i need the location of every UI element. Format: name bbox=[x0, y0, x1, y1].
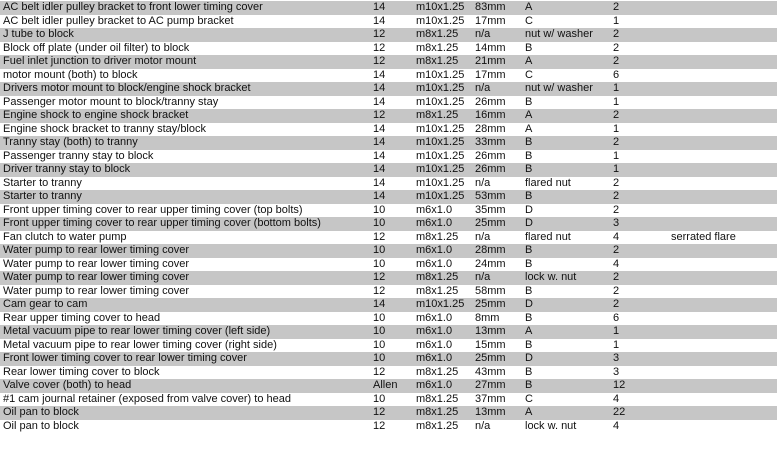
thread-spec-cell: m8x1.25 bbox=[416, 28, 459, 40]
thread-spec-cell: m8x1.25 bbox=[416, 392, 459, 405]
bolt-length-cell: 28mm bbox=[475, 122, 506, 135]
fastener-location-cell: Oil pan to block bbox=[3, 419, 79, 432]
fastener-location-cell: Metal vacuum pipe to rear lower timing cover (left side) bbox=[3, 325, 271, 337]
thread-spec-cell: m10x1.25 bbox=[416, 190, 465, 202]
wrench-size-cell: 12 bbox=[373, 41, 386, 54]
quantity-cell: 1 bbox=[613, 122, 620, 135]
fastener-location-cell: Front upper timing cover to rear upper timing cover (bottom bolts) bbox=[3, 217, 321, 229]
fastener-location-cell: Water pump to rear lower timing cover bbox=[3, 271, 190, 283]
bolt-length-cell: 14mm bbox=[475, 41, 506, 54]
table-row bbox=[0, 352, 777, 366]
thread-spec-cell: m6x1.0 bbox=[416, 311, 453, 324]
fastener-location-cell: Passenger tranny stay to block bbox=[3, 149, 154, 162]
fastener-location-cell: Starter to tranny bbox=[3, 190, 82, 202]
thread-spec-cell: m8x1.25 bbox=[416, 41, 459, 54]
quantity-cell: 2 bbox=[613, 176, 620, 189]
table-row bbox=[0, 15, 777, 29]
table-row bbox=[0, 217, 777, 231]
wrench-size-cell: 10 bbox=[373, 311, 386, 324]
bolt-length-cell: 58mm bbox=[475, 284, 506, 297]
quantity-cell: 4 bbox=[613, 257, 620, 270]
fastener-location-cell: Fan clutch to water pump bbox=[3, 230, 127, 243]
fastener-location-cell: Tranny stay (both) to tranny bbox=[3, 136, 138, 148]
thread-spec-cell: m10x1.25 bbox=[416, 163, 465, 175]
thread-spec-cell: m6x1.0 bbox=[416, 379, 453, 391]
table-row bbox=[0, 339, 777, 353]
table-row bbox=[0, 244, 777, 258]
quantity-cell: 2 bbox=[613, 136, 620, 148]
thread-spec-cell: m8x1.25 bbox=[416, 365, 459, 378]
fastener-type-cell: B bbox=[525, 365, 533, 378]
thread-spec-cell: m10x1.25 bbox=[416, 1, 465, 13]
bolt-length-cell: 13mm bbox=[475, 406, 506, 418]
thread-spec-cell: m8x1.25 bbox=[416, 230, 459, 243]
wrench-size-cell: 10 bbox=[373, 325, 386, 337]
bolt-length-cell: 17mm bbox=[475, 14, 506, 27]
fastener-location-cell: J tube to block bbox=[3, 28, 74, 40]
table-row bbox=[0, 163, 777, 177]
quantity-cell: 1 bbox=[613, 163, 620, 175]
bolt-length-cell: 24mm bbox=[475, 257, 506, 270]
fastener-type-cell: B bbox=[525, 190, 533, 202]
fastener-location-cell: Oil pan to block bbox=[3, 406, 79, 418]
fastener-location-cell: #1 cam journal retainer (exposed from valve cover) to head bbox=[3, 392, 291, 405]
table-row bbox=[0, 379, 777, 393]
bolt-length-cell: 28mm bbox=[475, 244, 506, 256]
bolt-length-cell: 21mm bbox=[475, 55, 506, 67]
quantity-cell: 2 bbox=[613, 41, 620, 54]
table-row bbox=[0, 150, 777, 164]
thread-spec-cell: m6x1.0 bbox=[416, 244, 453, 256]
fastener-location-cell: motor mount (both) to block bbox=[3, 68, 138, 81]
table-row bbox=[0, 420, 777, 434]
bolt-length-cell: 35mm bbox=[475, 203, 506, 216]
thread-spec-cell: m6x1.0 bbox=[416, 352, 453, 364]
wrench-size-cell: 10 bbox=[373, 203, 386, 216]
thread-spec-cell: m10x1.25 bbox=[416, 176, 465, 189]
thread-spec-cell: m8x1.25 bbox=[416, 109, 459, 121]
wrench-size-cell: 14 bbox=[373, 298, 386, 310]
wrench-size-cell: 12 bbox=[373, 365, 386, 378]
thread-spec-cell: m6x1.0 bbox=[416, 217, 453, 229]
table-row bbox=[0, 96, 777, 110]
quantity-cell: 2 bbox=[613, 55, 620, 67]
wrench-size-cell: 12 bbox=[373, 109, 386, 121]
bolt-length-cell: n/a bbox=[475, 271, 491, 283]
thread-spec-cell: m10x1.25 bbox=[416, 68, 465, 81]
wrench-size-cell: 14 bbox=[373, 190, 386, 202]
thread-spec-cell: m6x1.0 bbox=[416, 338, 453, 351]
thread-spec-cell: m6x1.0 bbox=[416, 257, 453, 270]
fastener-location-cell: Drivers motor mount to block/engine shock bracket bbox=[3, 82, 251, 94]
quantity-cell: 2 bbox=[613, 203, 620, 216]
quantity-cell: 1 bbox=[613, 95, 620, 108]
wrench-size-cell: 14 bbox=[373, 136, 386, 148]
table-row bbox=[0, 231, 777, 245]
fastener-type-cell: B bbox=[525, 136, 533, 148]
fastener-location-cell: Rear lower timing cover to block bbox=[3, 365, 160, 378]
thread-spec-cell: m10x1.25 bbox=[416, 149, 465, 162]
fastener-type-cell: nut w/ washer bbox=[525, 82, 593, 94]
fastener-type-cell: A bbox=[525, 122, 533, 135]
fastener-type-cell: A bbox=[525, 55, 533, 67]
table-row bbox=[0, 190, 777, 204]
fastener-location-cell: Front lower timing cover to rear lower timing cover bbox=[3, 352, 247, 364]
bolt-length-cell: 27mm bbox=[475, 379, 506, 391]
fastener-location-cell: Fuel inlet junction to driver motor mount bbox=[3, 55, 197, 67]
fastener-location-cell: Engine shock to engine shock bracket bbox=[3, 109, 189, 121]
table-row bbox=[0, 69, 777, 83]
quantity-cell: 2 bbox=[613, 244, 620, 256]
bolt-length-cell: n/a bbox=[475, 419, 491, 432]
wrench-size-cell: 14 bbox=[373, 149, 386, 162]
bolt-length-cell: 25mm bbox=[475, 352, 506, 364]
thread-spec-cell: m10x1.25 bbox=[416, 14, 465, 27]
wrench-size-cell: 12 bbox=[373, 271, 386, 283]
fastener-location-cell: Engine shock bracket to tranny stay/block bbox=[3, 122, 206, 135]
table-row bbox=[0, 109, 777, 123]
fastener-location-cell: Cam gear to cam bbox=[3, 298, 88, 310]
quantity-cell: 6 bbox=[613, 68, 620, 81]
bolt-length-cell: 25mm bbox=[475, 298, 506, 310]
fastener-type-cell: D bbox=[525, 203, 533, 216]
table-row bbox=[0, 177, 777, 191]
fastener-location-cell: Valve cover (both) to head bbox=[3, 379, 132, 391]
bolt-length-cell: 15mm bbox=[475, 338, 506, 351]
fastener-type-cell: B bbox=[525, 284, 533, 297]
quantity-cell: 1 bbox=[613, 14, 620, 27]
thread-spec-cell: m8x1.25 bbox=[416, 419, 459, 432]
thread-spec-cell: m8x1.25 bbox=[416, 406, 459, 418]
wrench-size-cell: 12 bbox=[373, 230, 386, 243]
quantity-cell: 12 bbox=[613, 379, 626, 391]
table-row bbox=[0, 204, 777, 218]
thread-spec-cell: m10x1.25 bbox=[416, 122, 465, 135]
thread-spec-cell: m6x1.0 bbox=[416, 203, 453, 216]
table-row bbox=[0, 312, 777, 326]
notes-cell: serrated flare bbox=[671, 230, 736, 243]
fastener-type-cell: B bbox=[525, 149, 533, 162]
quantity-cell: 3 bbox=[613, 352, 620, 364]
fastener-type-cell: nut w/ washer bbox=[525, 28, 593, 40]
bolt-length-cell: 16mm bbox=[475, 109, 506, 121]
wrench-size-cell: 10 bbox=[373, 217, 386, 229]
wrench-size-cell: 10 bbox=[373, 338, 386, 351]
thread-spec-cell: m6x1.0 bbox=[416, 325, 453, 337]
fastener-location-cell: Metal vacuum pipe to rear lower timing cover (right side) bbox=[3, 338, 277, 351]
fastener-location-cell: Water pump to rear lower timing cover bbox=[3, 284, 190, 297]
bolt-length-cell: 33mm bbox=[475, 136, 506, 148]
fastener-type-cell: A bbox=[525, 325, 533, 337]
fastener-type-cell: C bbox=[525, 68, 533, 81]
table-row bbox=[0, 271, 777, 285]
bolt-length-cell: n/a bbox=[475, 82, 491, 94]
quantity-cell: 22 bbox=[613, 406, 626, 418]
fastener-type-cell: D bbox=[525, 217, 533, 229]
thread-spec-cell: m10x1.25 bbox=[416, 95, 465, 108]
quantity-cell: 4 bbox=[613, 392, 620, 405]
fastener-type-cell: B bbox=[525, 163, 533, 175]
wrench-size-cell: 14 bbox=[373, 122, 386, 135]
fastener-location-cell: AC belt idler pulley bracket to front lower timing cover bbox=[3, 1, 263, 13]
quantity-cell: 1 bbox=[613, 149, 620, 162]
quantity-cell: 1 bbox=[613, 325, 620, 337]
fastener-type-cell: B bbox=[525, 338, 533, 351]
quantity-cell: 2 bbox=[613, 28, 620, 40]
wrench-size-cell: 12 bbox=[373, 406, 386, 418]
bolt-length-cell: 37mm bbox=[475, 392, 506, 405]
bolt-length-cell: 26mm bbox=[475, 149, 506, 162]
fastener-type-cell: C bbox=[525, 14, 533, 27]
fastener-location-cell: AC belt idler pulley bracket to AC pump bracket bbox=[3, 14, 234, 27]
fastener-type-cell: C bbox=[525, 392, 533, 405]
table-row bbox=[0, 28, 777, 42]
quantity-cell: 3 bbox=[613, 365, 620, 378]
wrench-size-cell: 12 bbox=[373, 284, 386, 297]
quantity-cell: 2 bbox=[613, 284, 620, 297]
bolt-length-cell: 26mm bbox=[475, 95, 506, 108]
table-row bbox=[0, 82, 777, 96]
table-row bbox=[0, 42, 777, 56]
table-row bbox=[0, 285, 777, 299]
quantity-cell: 6 bbox=[613, 311, 620, 324]
quantity-cell: 1 bbox=[613, 82, 620, 94]
fastener-type-cell: flared nut bbox=[525, 230, 571, 243]
fastener-type-cell: flared nut bbox=[525, 176, 571, 189]
quantity-cell: 1 bbox=[613, 338, 620, 351]
thread-spec-cell: m8x1.25 bbox=[416, 55, 459, 67]
bolt-length-cell: n/a bbox=[475, 176, 491, 189]
quantity-cell: 4 bbox=[613, 230, 620, 243]
fastener-type-cell: lock w. nut bbox=[525, 271, 577, 283]
thread-spec-cell: m10x1.25 bbox=[416, 82, 465, 94]
fastener-type-cell: B bbox=[525, 95, 533, 108]
fastener-location-cell: Rear upper timing cover to head bbox=[3, 311, 161, 324]
table-row bbox=[0, 55, 777, 69]
bolt-length-cell: 53mm bbox=[475, 190, 506, 202]
table-row bbox=[0, 325, 777, 339]
table-row bbox=[0, 298, 777, 312]
fastener-location-cell: Water pump to rear lower timing cover bbox=[3, 257, 190, 270]
wrench-size-cell: 14 bbox=[373, 163, 386, 175]
quantity-cell: 2 bbox=[613, 298, 620, 310]
wrench-size-cell: 14 bbox=[373, 68, 386, 81]
bolt-length-cell: 13mm bbox=[475, 325, 506, 337]
table-row bbox=[0, 366, 777, 380]
fastener-type-cell: A bbox=[525, 406, 533, 418]
fastener-type-cell: B bbox=[525, 244, 533, 256]
quantity-cell: 2 bbox=[613, 190, 620, 202]
wrench-size-cell: Allen bbox=[373, 379, 398, 391]
fastener-location-cell: Block off plate (under oil filter) to block bbox=[3, 41, 190, 54]
fastener-type-cell: D bbox=[525, 298, 533, 310]
table-row bbox=[0, 136, 777, 150]
wrench-size-cell: 14 bbox=[373, 82, 386, 94]
quantity-cell: 3 bbox=[613, 217, 620, 229]
wrench-size-cell: 12 bbox=[373, 55, 386, 67]
thread-spec-cell: m8x1.25 bbox=[416, 271, 459, 283]
thread-spec-cell: m10x1.25 bbox=[416, 298, 465, 310]
thread-spec-cell: m10x1.25 bbox=[416, 136, 465, 148]
fastener-location-cell: Starter to tranny bbox=[3, 176, 82, 189]
wrench-size-cell: 10 bbox=[373, 257, 386, 270]
quantity-cell: 2 bbox=[613, 271, 620, 283]
table-row bbox=[0, 1, 777, 15]
bolt-length-cell: n/a bbox=[475, 28, 491, 40]
wrench-size-cell: 10 bbox=[373, 244, 386, 256]
table-row bbox=[0, 258, 777, 272]
bolt-length-cell: 83mm bbox=[475, 1, 506, 13]
fastener-location-cell: Passenger motor mount to block/tranny stay bbox=[3, 95, 219, 108]
fastener-type-cell: A bbox=[525, 1, 533, 13]
wrench-size-cell: 10 bbox=[373, 352, 386, 364]
fastener-location-cell: Driver tranny stay to block bbox=[3, 163, 131, 175]
wrench-size-cell: 10 bbox=[373, 392, 386, 405]
wrench-size-cell: 12 bbox=[373, 28, 386, 40]
fastener-location-cell: Water pump to rear lower timing cover bbox=[3, 244, 190, 256]
table-row bbox=[0, 123, 777, 137]
wrench-size-cell: 12 bbox=[373, 419, 386, 432]
wrench-size-cell: 14 bbox=[373, 95, 386, 108]
bolt-length-cell: 25mm bbox=[475, 217, 506, 229]
bolt-length-cell: 8mm bbox=[475, 311, 500, 324]
fastener-type-cell: lock w. nut bbox=[525, 419, 577, 432]
fastener-type-cell: B bbox=[525, 41, 533, 54]
table-row bbox=[0, 406, 777, 420]
fastener-type-cell: A bbox=[525, 109, 533, 121]
bolt-length-cell: n/a bbox=[475, 230, 491, 243]
fastener-type-cell: B bbox=[525, 311, 533, 324]
quantity-cell: 4 bbox=[613, 419, 620, 432]
table-row bbox=[0, 393, 777, 407]
bolt-length-cell: 26mm bbox=[475, 163, 506, 175]
bolt-length-cell: 17mm bbox=[475, 68, 506, 81]
bolt-length-cell: 43mm bbox=[475, 365, 506, 378]
fastener-type-cell: D bbox=[525, 352, 533, 364]
quantity-cell: 2 bbox=[613, 1, 620, 13]
fastener-type-cell: B bbox=[525, 379, 533, 391]
wrench-size-cell: 14 bbox=[373, 1, 386, 13]
wrench-size-cell: 14 bbox=[373, 176, 386, 189]
fastener-type-cell: B bbox=[525, 257, 533, 270]
thread-spec-cell: m8x1.25 bbox=[416, 284, 459, 297]
fastener-location-cell: Front upper timing cover to rear upper timing cover (top bolts) bbox=[3, 203, 303, 216]
wrench-size-cell: 14 bbox=[373, 14, 386, 27]
quantity-cell: 2 bbox=[613, 109, 620, 121]
